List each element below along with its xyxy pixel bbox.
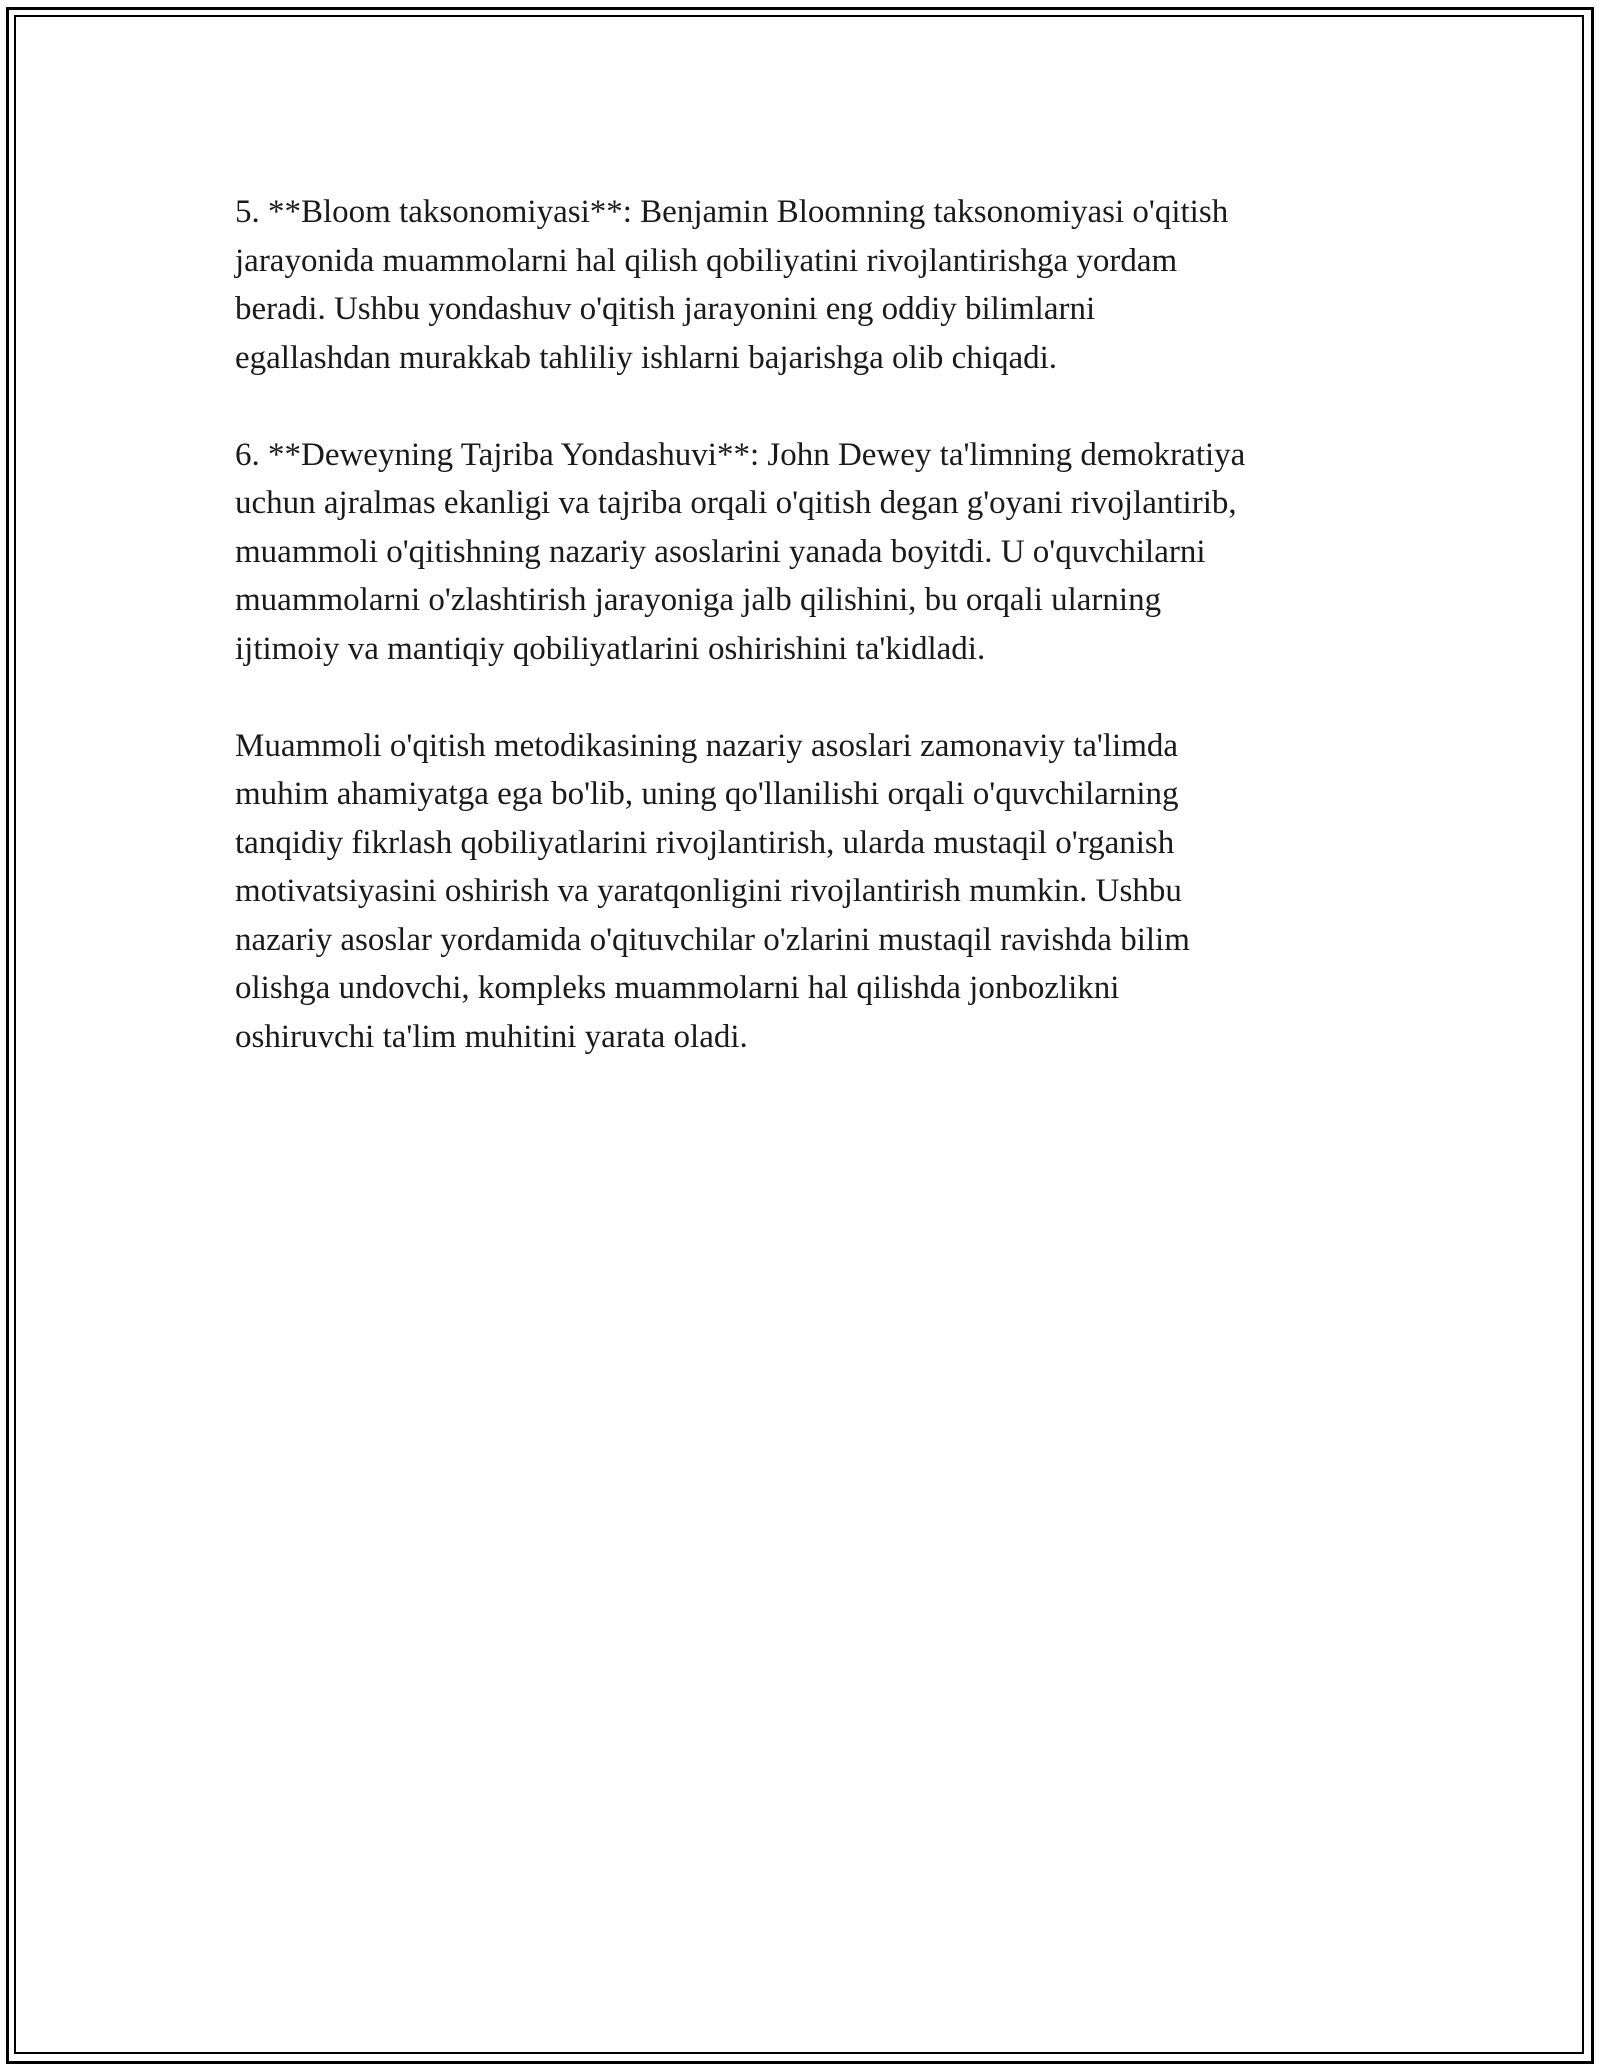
paragraph-conclusion: Muammoli o'qitish metodikasining nazariy asoslari zamonaviy ta'limda muhim ahamiyatga ega bo'lib, uning qo'llanilishi orqali o'quvchilarning tanqidiy fikrlash qobiliyatlarini rivojlantirish, ularda mustaqil o'rganish motivatsiyasini oshirish va yaratqonligini rivojlantirish mumkin. Ushbu nazariy asoslar yordamida o'qituvchilar o'zlarini mustaqil ravishda bilim olishga undovchi, kompleks muammolarni hal qilishda jonbozlikni oshiruvchi ta'lim muhitini yarata oladi.	[235, 727, 1190, 1055]
paragraph-dewey-approach: 6. **Deweyning Tajriba Yondashuvi**: John Dewey ta'limning demokratiya uchun ajralmas ekanligi va tajriba orqali o'qitish degan g'oyani rivojlantirib, muammoli o'qitishning nazariy asoslarini yanada boyitdi. U o'quvchilarni muammolarni o'zlashtirish jarayoniga jalb qilishini, bu orqali ularning ijtimoiy va mantiqiy qobiliyatlarini oshirishini ta'kidladi.	[235, 436, 1246, 667]
document-body	[235, 188, 1375, 1110]
paragraph-bloom-taxonomy: 5. **Bloom taksonomiyasi**: Benjamin Bloomning taksonomiyasi o'qitish jarayonida muammolarni hal qilish qobiliyatini rivojlantirishga yordam beradi. Ushbu yondashuv o'qitish jarayonini eng oddiy bilimlarni egallashdan murakkab tahliliy ishlarni bajarishga olib chiqadi.	[235, 194, 1229, 376]
